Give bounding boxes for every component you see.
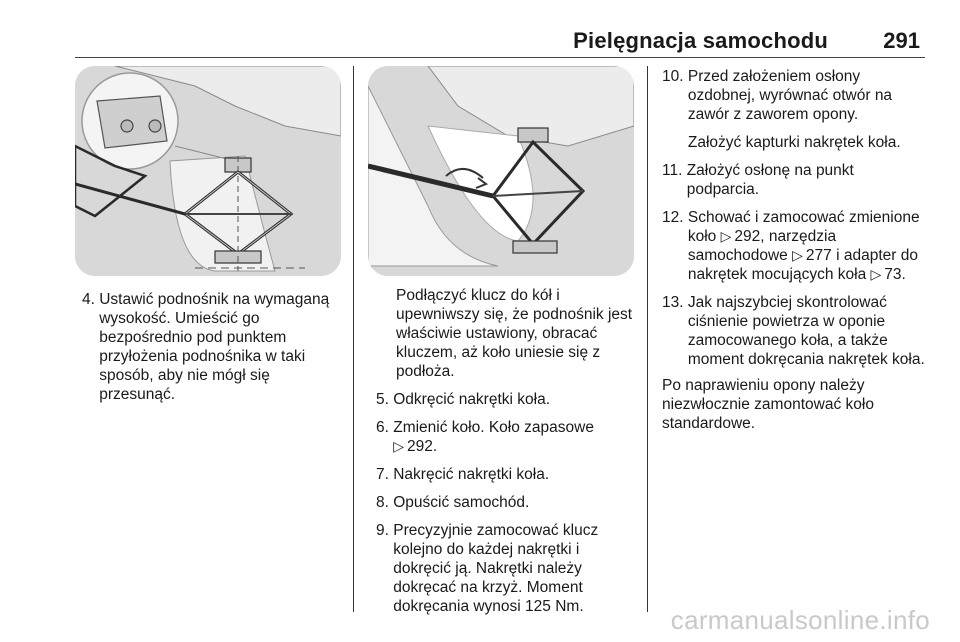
header-rule	[75, 57, 925, 58]
step-text: Nakręcić nakrętki koła.	[393, 466, 550, 483]
step-text: Zmienić koło. Koło zapasowe	[393, 419, 594, 436]
jack-wrench-drawing	[368, 66, 634, 276]
step-number: 4.	[82, 291, 100, 308]
step-number: 12.	[662, 209, 688, 226]
page-number: 291	[883, 28, 920, 53]
reference-arrow-icon: ▷	[720, 228, 732, 244]
step-number: 7.	[376, 466, 394, 483]
step-text: Opuścić samochód.	[393, 494, 530, 511]
step-12	[662, 208, 930, 284]
step-number: 10.	[662, 68, 688, 85]
step-13	[662, 293, 930, 369]
step-number: 11.	[662, 162, 687, 179]
step-8	[376, 493, 641, 512]
step-body	[393, 418, 641, 456]
step-number: 9.	[376, 522, 394, 539]
step-number: 6.	[376, 419, 394, 436]
paragraph-text: Podłączyć klucz do kół i upewniwszy się, że podnośnik jest właściwie ustawiony, obracać kluczem, aż koło uniesie się z podłoża.	[396, 287, 633, 380]
step-text: Precyzyjnie zamocować klucz kolejno do każdej nakrętki i dokręcić ją. Nakrętki należy dokręcać na krzyż. Moment dokręcania wynosi 125 Nm.	[393, 522, 599, 615]
reference-page: 292.	[407, 438, 438, 455]
site-watermark: carmanualsonline.info	[670, 605, 930, 635]
step-text: , narzędzia samochodowe	[687, 228, 837, 264]
step-6	[376, 418, 641, 456]
jack-placement-drawing	[75, 66, 341, 276]
reference-page: 292	[734, 228, 761, 245]
column-1-text	[82, 290, 344, 413]
step-body	[688, 208, 930, 284]
step-9	[376, 521, 641, 616]
step-7	[376, 465, 641, 484]
reference-arrow-icon: ▷	[870, 266, 882, 282]
step-11	[662, 161, 930, 199]
reference-arrow-icon: ▷	[393, 438, 405, 454]
step-10	[662, 67, 930, 152]
page-reference-link[interactable]	[871, 266, 906, 283]
page-reference-link[interactable]	[393, 438, 437, 455]
step-4	[82, 290, 344, 404]
step-number: 13.	[662, 294, 688, 311]
step-text: Przed założeniem osłony ozdobnej, wyrównać otwór na zawór z zaworem opony.	[687, 68, 893, 123]
step-body	[688, 67, 930, 152]
step-text: Założyć osłonę na punkt podparcia.	[686, 162, 854, 198]
reference-page: 277	[805, 247, 832, 264]
step-number: 8.	[376, 494, 394, 511]
jack-wrench-illustration	[368, 66, 634, 276]
step-text: Ustawić podnośnik na wymaganą wysokość. Umieścić go bezpośrednio pod punktem przyłożenia podnośnika w taki sposób, aby nie mógł się przesunąć.	[99, 291, 330, 403]
wrench-intro-paragraph	[376, 286, 641, 381]
page-reference-link[interactable]	[721, 228, 761, 245]
column-divider-left	[353, 66, 354, 612]
jack-placement-illustration	[75, 66, 341, 276]
step-text: Schować i zamocować zmienione koło	[687, 209, 920, 245]
page-section-title: Pielęgnacja samochodu	[573, 28, 828, 53]
reference-page: 73.	[884, 266, 906, 283]
step-subtext: Założyć kapturki nakrętek koła.	[687, 134, 901, 151]
column-divider-right	[647, 66, 648, 612]
step-text: i adapter do nakrętek mocujących koła	[687, 247, 918, 283]
closing-paragraph: Po naprawieniu opony należy niezwłocznie zamontować koło standardowe.	[662, 377, 874, 432]
step-text: Odkręcić nakrętki koła.	[393, 391, 551, 408]
step-text: Jak najszybciej skontrolować ciśnienie powietrza w oponie zamocowanego koła, a także moment dokręcania nakrętek koła.	[687, 294, 925, 368]
step-number: 5.	[376, 391, 394, 408]
step-5	[376, 390, 641, 409]
column-3-text	[662, 67, 930, 442]
reference-arrow-icon: ▷	[792, 247, 803, 263]
page-reference-link[interactable]	[792, 247, 832, 264]
column-2-text	[376, 286, 641, 625]
